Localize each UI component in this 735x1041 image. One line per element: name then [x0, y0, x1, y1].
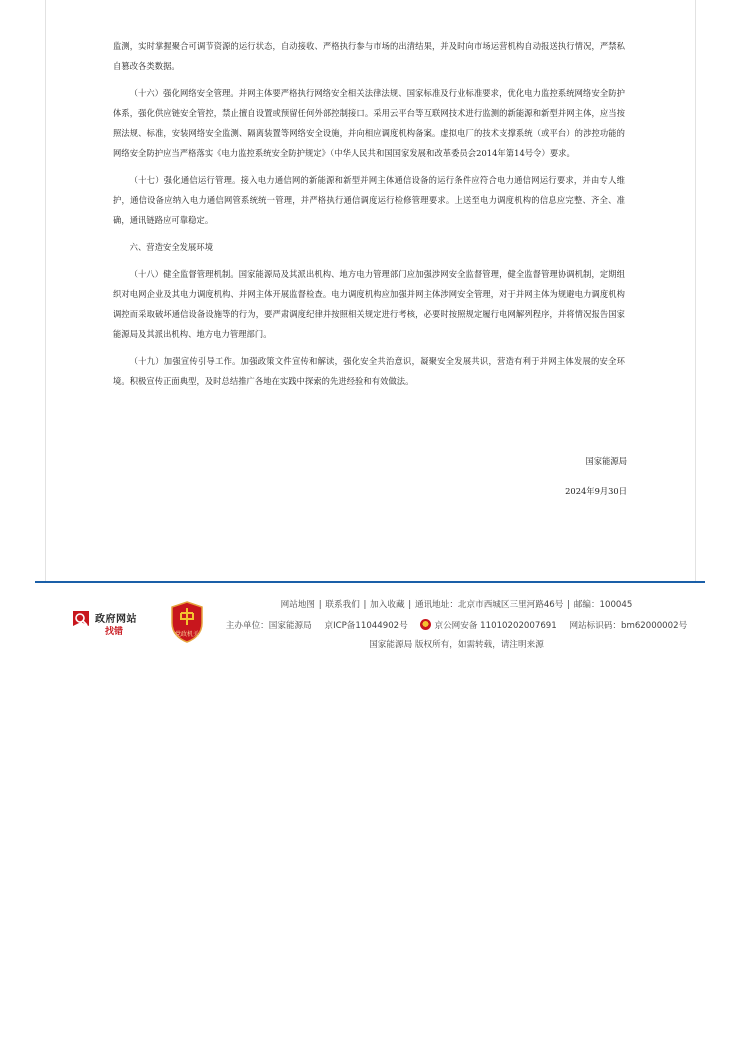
footer-registration-row: [214, 619, 699, 632]
footer-link-contact[interactable]: 联系我们: [325, 600, 360, 610]
footer-postcode: 邮编：100045: [573, 600, 633, 610]
footer-copyright: 国家能源局 版权所有，如需转载，请注明来源: [369, 640, 544, 650]
paragraph: 监测，实时掌握聚合可调节资源的运行状态，自动接收、严格执行参与市场的出清结果，并及时向市场运营机构自动报送执行情况，严禁私自篡改各类数据。: [113, 41, 625, 71]
paragraph: （十九）加强宣传引导工作。加强政策文件宣传和解读，强化安全共治意识，凝聚安全发展共识，营造有利于并网主体发展的安全环境。积极宣传正面典型，及时总结推广各地在实践中探索的先进经验和有效做法。: [113, 356, 625, 386]
footer-link-sitemap[interactable]: 网站地图: [280, 600, 316, 610]
gov-logo-title: 政府网站: [95, 614, 137, 625]
footer-police-record[interactable]: 京公网安备 11010202007691: [420, 621, 556, 631]
gov-logo-subtitle: 找错: [105, 627, 124, 637]
section-heading: 六、营造安全发展环境: [129, 242, 214, 252]
gov-website-error-report-logo[interactable]: [71, 608, 141, 640]
footer-link-bookmark[interactable]: 加入收藏: [370, 600, 405, 610]
footer-icp[interactable]: 京ICP备11044902号: [324, 621, 408, 631]
signer: 国家能源局: [585, 456, 627, 466]
document-date: 2024年9月30日: [565, 486, 627, 496]
site-footer: [0, 583, 735, 663]
report-error-icon: [71, 608, 91, 636]
footer-host: 主办单位：国家能源局: [225, 621, 312, 631]
paragraph: （十七）强化通信运行管理。接入电力通信网的新能源和新型并网主体通信设备的运行条件应符合电力通信网运行要求，并由专人维护，通信设备应纳入电力通信网管系统统一管理，并严格执行通信调度运行检修管理要求。上送至电力调度机构的信息应完整、齐全、准确，通讯链路应可靠稳定。: [113, 175, 625, 225]
article-content: [113, 36, 625, 398]
paragraph: （十六）强化网络安全管理。并网主体要严格执行网络安全相关法律法规、国家标准及行业标准要求，优化电力监控系统网络安全防护体系，强化供应链安全管控，禁止擅自设置或预留任何外部控制接口。采用云平台等互联网技术进行监测的新能源和新型并网主体，应当按照法规、标准，安装网络安全监测、隔离装置等网络安全设施，并向相应调度机构备案。虚拟电厂的技术支撑系统（或平台）的涉控功能的网络安全防护应当严格落实《电力监控系统安全防护规定》（中华人民共和国国家发展和改革委员会2014年第14号令）要求。: [113, 88, 625, 158]
footer-site-id: 网站标识码：bm62000002号: [569, 621, 688, 631]
footer-links-row: 网站地图 | 联系我们 | 加入收藏 | 通讯地址：北京市西城区三里河路46号 | 邮编：100045: [280, 600, 633, 610]
footer-address: 通讯地址：北京市西城区三里河路46号: [414, 600, 564, 610]
paragraph: （十八）健全监督管理机制。国家能源局及其派出机构、地方电力管理部门应加强涉网安全监督管理，健全监督管理协调机制，定期组织对电网企业及其电力调度机构、并网主体开展监督检查。电力调度机构应加强并网主体涉网安全管理，对于并网主体为规避电力调度机构调控而采取破坏通信设备设施等的行为，要严肃调度纪律并按照相关规定进行考核，必要时按照规定履行电网解列程序，并将情况报告国家能源局及其派出机构、地方电力管理部门。: [113, 269, 625, 339]
badge-text: 党政机关: [174, 631, 199, 638]
party-gov-badge[interactable]: [170, 601, 204, 643]
police-emblem-icon: [420, 619, 431, 630]
